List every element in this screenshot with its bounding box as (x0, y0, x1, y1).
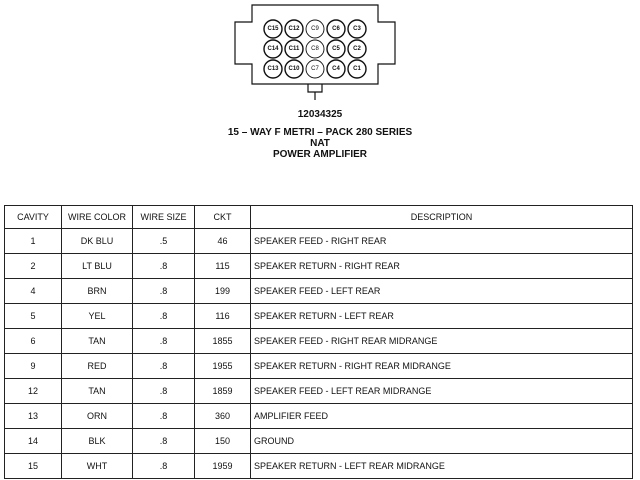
table-row (5, 354, 633, 379)
cavity-cell: 15 (5, 454, 62, 479)
wire-size-cell: .8 (133, 404, 195, 429)
cavity-cell: 9 (5, 354, 62, 379)
wire-size-cell: .8 (133, 279, 195, 304)
wire-size-cell: .8 (133, 379, 195, 404)
cavity-label: C2 (353, 46, 361, 52)
description-cell: SPEAKER RETURN - LEFT REAR MIDRANGE (251, 454, 633, 479)
description-cell: SPEAKER RETURN - LEFT REAR (251, 304, 633, 329)
description-cell: GROUND (251, 429, 633, 454)
ckt-cell: 1959 (195, 454, 251, 479)
ckt-cell: 150 (195, 429, 251, 454)
cavity-label: C8 (311, 46, 319, 52)
table-row (5, 429, 633, 454)
wire-color-cell: DK BLU (62, 229, 133, 254)
connector-component-caption: POWER AMPLIFIER (272, 149, 368, 160)
cavity-label: C9 (311, 26, 319, 32)
wire-size-cell: .8 (133, 354, 195, 379)
cavity-label: C12 (288, 26, 300, 32)
table-row (5, 254, 633, 279)
cavity-label: C3 (353, 26, 361, 32)
cavity-group (264, 20, 366, 78)
wire-color-cell: ORN (62, 404, 133, 429)
connector-housing (235, 5, 395, 84)
ckt-cell: 46 (195, 229, 251, 254)
wire-color-cell: TAN (62, 379, 133, 404)
description-cell: SPEAKER RETURN - RIGHT REAR (251, 254, 633, 279)
column-header-wire-size: WIRE SIZE (133, 206, 195, 229)
ckt-cell: 1955 (195, 354, 251, 379)
wire-color-cell: BLK (62, 429, 133, 454)
ckt-cell: 360 (195, 404, 251, 429)
description-cell: SPEAKER FEED - RIGHT REAR (251, 229, 633, 254)
table-row (5, 279, 633, 304)
wire-color-cell: WHT (62, 454, 133, 479)
column-header-cavity: CAVITY (5, 206, 62, 229)
column-header-wire-color: WIRE COLOR (62, 206, 133, 229)
description-cell: AMPLIFIER FEED (251, 404, 633, 429)
wire-size-cell: .8 (133, 254, 195, 279)
connector-option-caption: NAT (310, 138, 330, 149)
column-header-ckt: CKT (195, 206, 251, 229)
cavity-label: C4 (332, 66, 340, 72)
wire-color-cell: RED (62, 354, 133, 379)
table-header-row (5, 206, 633, 229)
connector-diagram (230, 2, 400, 102)
description-cell: SPEAKER RETURN - RIGHT REAR MIDRANGE (251, 354, 633, 379)
ckt-cell: 1855 (195, 329, 251, 354)
wire-size-cell: .8 (133, 329, 195, 354)
cavity-cell: 5 (5, 304, 62, 329)
wire-size-cell: .5 (133, 229, 195, 254)
cavity-label: C1 (353, 66, 361, 72)
ckt-cell: 115 (195, 254, 251, 279)
table-row (5, 229, 633, 254)
cavity-label: C11 (288, 46, 300, 52)
cavity-label: C13 (267, 66, 279, 72)
cavity-cell: 1 (5, 229, 62, 254)
cavity-cell: 13 (5, 404, 62, 429)
cavity-cell: 4 (5, 279, 62, 304)
cavity-cell: 14 (5, 429, 62, 454)
cavity-label: C10 (288, 66, 300, 72)
wire-color-cell: BRN (62, 279, 133, 304)
cavity-label: C6 (332, 26, 340, 32)
cavity-cell: 6 (5, 329, 62, 354)
cavity-label: C7 (311, 66, 319, 72)
pinout-table-body (5, 229, 633, 479)
pinout-table (4, 205, 633, 479)
table-row (5, 454, 633, 479)
wire-color-cell: LT BLU (62, 254, 133, 279)
ckt-cell: 1859 (195, 379, 251, 404)
cavity-cell: 12 (5, 379, 62, 404)
description-cell: SPEAKER FEED - RIGHT REAR MIDRANGE (251, 329, 633, 354)
wire-color-cell: TAN (62, 329, 133, 354)
wire-size-cell: .8 (133, 304, 195, 329)
ckt-cell: 116 (195, 304, 251, 329)
description-cell: SPEAKER FEED - LEFT REAR MIDRANGE (251, 379, 633, 404)
wire-color-cell: YEL (62, 304, 133, 329)
wire-size-cell: .8 (133, 429, 195, 454)
description-cell: SPEAKER FEED - LEFT REAR (251, 279, 633, 304)
ckt-cell: 199 (195, 279, 251, 304)
table-row (5, 304, 633, 329)
cavity-label: C15 (267, 26, 279, 32)
column-header-description: DESCRIPTION (251, 206, 633, 229)
table-row (5, 404, 633, 429)
table-row (5, 329, 633, 354)
wire-size-cell: .8 (133, 454, 195, 479)
connector-latch (308, 84, 322, 92)
cavity-cell: 2 (5, 254, 62, 279)
table-row (5, 379, 633, 404)
cavity-label: C5 (332, 46, 340, 52)
part-number: 12034325 (297, 109, 343, 120)
connector-type-caption: 15 – WAY F METRI – PACK 280 SERIES (227, 127, 413, 138)
cavity-label: C14 (267, 46, 279, 52)
